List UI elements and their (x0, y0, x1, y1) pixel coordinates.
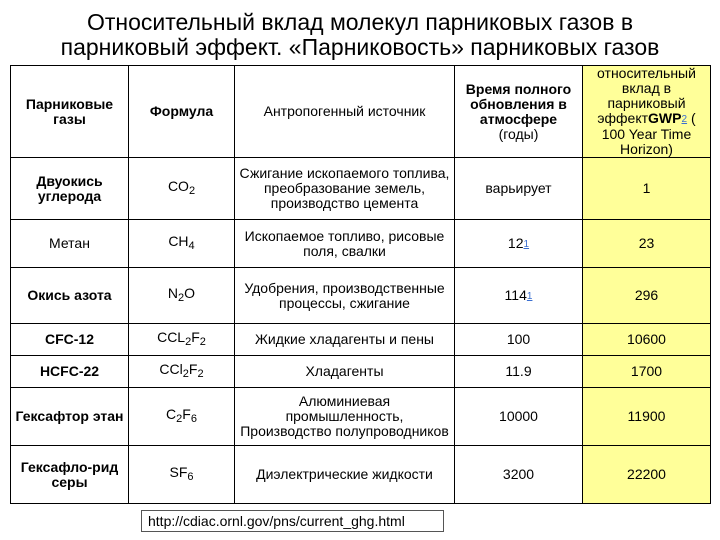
header-time (455, 66, 583, 158)
header-gas: Парниковые газы (11, 66, 129, 158)
gas-gwp: 296 (583, 268, 711, 324)
formula-sub: 2 (188, 184, 196, 197)
gas-source: Диэлектрические жидкости (235, 446, 455, 504)
header-gwp (583, 66, 711, 158)
table-row (11, 268, 711, 324)
formula-main: CCL (157, 328, 186, 345)
gas-gwp: 10600 (583, 324, 711, 356)
formula-main: N (167, 284, 179, 301)
formula-main: CO (167, 177, 189, 194)
gas-lifetime (455, 220, 583, 268)
gas-formula (129, 356, 235, 388)
gas-lifetime (455, 324, 583, 356)
formula-sub: 4 (188, 239, 195, 252)
formula-sub: 2 (197, 367, 204, 380)
gas-formula (129, 220, 235, 268)
footnote-link[interactable]: 1 (523, 238, 530, 250)
gas-name: HCFC-22 (11, 356, 129, 388)
gas-lifetime (455, 388, 583, 446)
header-gwp-abbr: GWP (648, 110, 682, 126)
time-value: варьирует (485, 180, 552, 196)
formula-part: F (188, 360, 198, 377)
source-url[interactable]: http://cdiac.ornl.gov/pns/current_ghg.html (141, 510, 444, 532)
title-line-2: парниковый эффект. «Парниковость» парниковых газов (60, 34, 660, 60)
gas-source: Хладагенты (235, 356, 455, 388)
header-formula: Формула (129, 66, 235, 158)
gas-gwp: 22200 (583, 446, 711, 504)
gas-gwp: 1 (583, 158, 711, 220)
header-gwp-text: относительный вклад в парниковый эффект (597, 65, 696, 126)
table-row (11, 158, 711, 220)
gas-formula (129, 158, 235, 220)
time-value: 11.9 (505, 363, 532, 379)
table-row (11, 324, 711, 356)
time-value: 100 (506, 331, 531, 347)
table-row (11, 220, 711, 268)
gas-name: Гексафло-рид серы (11, 446, 129, 504)
gas-source: Алюминиевая промышленность, Производство полупроводников (235, 388, 455, 446)
greenhouse-gas-table (10, 65, 711, 504)
gas-formula (129, 446, 235, 504)
gas-formula (129, 388, 235, 446)
header-gwp-horizon: ( 100 Year Time Horizon) (601, 110, 696, 157)
gas-lifetime (455, 268, 583, 324)
gas-name: Двуокись углерода (11, 158, 129, 220)
header-time-label: Время полного обновления в атмосфере (465, 80, 572, 127)
time-value: 114 (504, 286, 527, 303)
formula-main: CCl (159, 360, 183, 377)
formula-sub: 2 (185, 335, 192, 348)
formula-sub: 2 (182, 367, 189, 380)
gas-source: Жидкие хладагенты и пены (235, 324, 455, 356)
title-line-1: Относительный вклад молекул парниковых газов в (86, 9, 634, 35)
time-value: 10000 (499, 408, 538, 424)
table-row (11, 446, 711, 504)
header-gwp-footnote-link[interactable]: 2 (681, 114, 688, 125)
gas-name: Гексафтор этан (11, 388, 129, 446)
time-value: 12 (507, 234, 524, 251)
footnote-link[interactable]: 1 (526, 290, 533, 302)
formula-part: F (191, 328, 200, 345)
formula-main: SF (169, 463, 188, 480)
gas-name: Окись азота (11, 268, 129, 324)
gas-formula (129, 324, 235, 356)
header-time-unit: (годы) (498, 125, 539, 142)
formula-part: F (182, 405, 191, 422)
gas-source: Удобрения, производственные процессы, сжигание (235, 268, 455, 324)
gas-lifetime (455, 356, 583, 388)
header-row (11, 66, 711, 158)
gas-gwp: 11900 (583, 388, 711, 446)
formula-sub: 2 (178, 291, 185, 304)
formula-main: CH (168, 232, 189, 249)
table-row (11, 356, 711, 388)
formula-part: O (184, 284, 196, 301)
table-row (11, 388, 711, 446)
gas-lifetime (455, 446, 583, 504)
formula-sub: 6 (187, 470, 194, 483)
gas-lifetime (455, 158, 583, 220)
page-title (0, 10, 720, 60)
gas-gwp: 1700 (583, 356, 711, 388)
gas-name: CFC-12 (11, 324, 129, 356)
formula-sub: 2 (199, 335, 206, 348)
gas-name: Метан (11, 220, 129, 268)
gas-source: Ископаемое топливо, рисовые поля, свалки (235, 220, 455, 268)
formula-sub: 6 (190, 412, 197, 425)
gas-source: Сжигание ископаемого топлива, преобразование земель, производство цемента (235, 158, 455, 220)
time-value: 3200 (502, 466, 535, 482)
gas-formula (129, 268, 235, 324)
formula-main: C (166, 405, 177, 422)
table-body (11, 158, 711, 504)
formula-sub: 2 (176, 412, 183, 425)
header-source: Антропогенный источник (235, 66, 455, 158)
gas-gwp: 23 (583, 220, 711, 268)
